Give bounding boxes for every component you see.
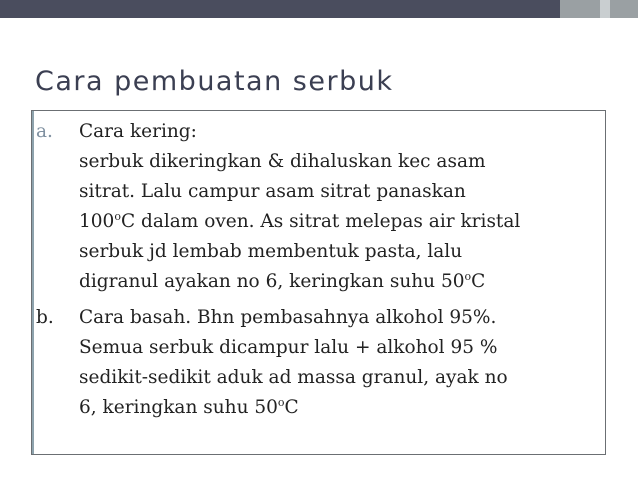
list-item-b-line-1: Cara basah. Bhn pembasahnya alkohol 95%. [79,307,497,328]
top-banner-corner [560,0,638,18]
content-box-accent [32,111,34,454]
list-marker-b: b. [36,307,54,328]
top-banner [0,0,638,18]
list-marker-a: a. [36,121,53,142]
list-item-a-heading: Cara kering: [79,121,197,142]
top-banner-corner-stripe [600,0,610,18]
slide-title: Cara pembuatan serbuk [35,66,394,97]
